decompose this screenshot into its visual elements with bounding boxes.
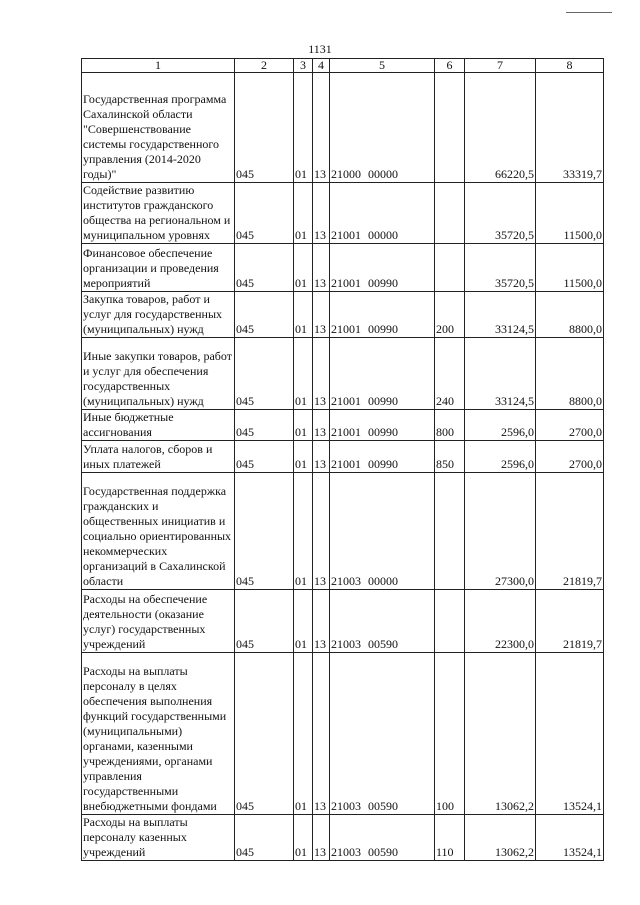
expense-type-cell <box>435 73 465 183</box>
target-direction-code: 00590 <box>368 637 398 651</box>
table-row <box>82 653 604 815</box>
sum2-cell: 13524,1 <box>536 653 604 815</box>
target-program-code: 21001 <box>331 457 361 471</box>
sum2-cell: 2700,0 <box>536 441 604 473</box>
target-program-code: 21003 <box>331 845 361 859</box>
subsection-cell: 13 <box>313 653 330 815</box>
target-article-cell <box>330 590 435 653</box>
sum2-cell: 33319,7 <box>536 73 604 183</box>
target-article-cell <box>330 653 435 815</box>
section-cell: 01 <box>294 292 313 338</box>
sum1-cell: 35720,5 <box>465 183 536 244</box>
table-row <box>82 441 604 473</box>
header-cell: 4 <box>313 59 330 73</box>
target-program-code: 21003 <box>331 637 361 651</box>
section-cell: 01 <box>294 410 313 441</box>
header-cell: 8 <box>536 59 604 73</box>
expense-type-cell: 200 <box>435 292 465 338</box>
section-cell: 01 <box>294 73 313 183</box>
name-cell: Иные бюджетные ассигнования <box>82 410 235 441</box>
name-cell: Расходы на обеспечение деятельности (оказание услуг) государственных учреждений <box>82 590 235 653</box>
table-row <box>82 410 604 441</box>
sum2-cell: 21819,7 <box>536 473 604 590</box>
table-row <box>82 292 604 338</box>
header-cell: 1 <box>82 59 235 73</box>
header-row <box>82 59 604 73</box>
name-cell: Содействие развитию институтов гражданского общества на региональном и муниципальном уровнях <box>82 183 235 244</box>
target-program-code: 21001 <box>331 228 361 242</box>
expense-type-cell <box>435 183 465 244</box>
sum2-cell: 11500,0 <box>536 244 604 292</box>
budget-table <box>81 58 604 861</box>
page-number: 1131 <box>308 42 332 56</box>
subsection-cell: 13 <box>313 590 330 653</box>
expense-type-cell <box>435 473 465 590</box>
header-cell: 2 <box>235 59 294 73</box>
subsection-cell: 13 <box>313 410 330 441</box>
target-article-cell <box>330 244 435 292</box>
sum1-cell: 13062,2 <box>465 815 536 861</box>
sum2-cell: 13524,1 <box>536 815 604 861</box>
subsection-cell: 13 <box>313 73 330 183</box>
target-article-cell <box>330 441 435 473</box>
name-cell: Финансовое обеспечение организации и проведения мероприятий <box>82 244 235 292</box>
corner-mark <box>566 12 612 13</box>
subsection-cell: 13 <box>313 815 330 861</box>
subsection-cell: 13 <box>313 183 330 244</box>
target-direction-code: 00990 <box>368 425 398 439</box>
target-article-cell <box>330 292 435 338</box>
table-row <box>82 590 604 653</box>
ministry-cell: 045 <box>235 410 294 441</box>
section-cell: 01 <box>294 183 313 244</box>
target-direction-code: 00590 <box>368 799 398 813</box>
header-cell: 5 <box>330 59 435 73</box>
expense-type-cell: 850 <box>435 441 465 473</box>
sum2-cell: 8800,0 <box>536 292 604 338</box>
ministry-cell: 045 <box>235 292 294 338</box>
section-cell: 01 <box>294 653 313 815</box>
target-program-code: 21001 <box>331 425 361 439</box>
target-direction-code: 00000 <box>368 574 398 588</box>
name-cell: Государственная программа Сахалинской области "Совершенствование системы государственного управления (2014-2020 годы)" <box>82 73 235 183</box>
target-program-code: 21003 <box>331 799 361 813</box>
target-program-code: 21001 <box>331 394 361 408</box>
sum1-cell: 13062,2 <box>465 653 536 815</box>
ministry-cell: 045 <box>235 244 294 292</box>
target-direction-code: 00000 <box>368 228 398 242</box>
target-article-cell <box>330 338 435 410</box>
sum1-cell: 2596,0 <box>465 441 536 473</box>
name-cell: Государственная поддержка гражданских и общественных инициатив и социально ориентированных некоммерческих организаций в Сахалинской области <box>82 473 235 590</box>
table-row <box>82 338 604 410</box>
header-cell: 6 <box>435 59 465 73</box>
table-row <box>82 183 604 244</box>
target-direction-code: 00990 <box>368 457 398 471</box>
target-direction-code: 00990 <box>368 394 398 408</box>
section-cell: 01 <box>294 338 313 410</box>
ministry-cell: 045 <box>235 183 294 244</box>
section-cell: 01 <box>294 473 313 590</box>
ministry-cell: 045 <box>235 338 294 410</box>
sum2-cell: 11500,0 <box>536 183 604 244</box>
subsection-cell: 13 <box>313 338 330 410</box>
target-program-code: 21003 <box>331 574 361 588</box>
target-direction-code: 00000 <box>368 167 398 181</box>
sum1-cell: 27300,0 <box>465 473 536 590</box>
expense-type-cell <box>435 590 465 653</box>
target-direction-code: 00990 <box>368 322 398 336</box>
section-cell: 01 <box>294 815 313 861</box>
expense-type-cell: 100 <box>435 653 465 815</box>
table-row <box>82 473 604 590</box>
ministry-cell: 045 <box>235 815 294 861</box>
target-program-code: 21000 <box>331 167 361 181</box>
expense-type-cell: 800 <box>435 410 465 441</box>
expense-type-cell <box>435 244 465 292</box>
header-cell: 3 <box>294 59 313 73</box>
sum1-cell: 22300,0 <box>465 590 536 653</box>
subsection-cell: 13 <box>313 244 330 292</box>
sum1-cell: 35720,5 <box>465 244 536 292</box>
name-cell: Расходы на выплаты персоналу казенных учреждений <box>82 815 235 861</box>
sum1-cell: 33124,5 <box>465 338 536 410</box>
sum1-cell: 33124,5 <box>465 292 536 338</box>
ministry-cell: 045 <box>235 473 294 590</box>
target-article-cell <box>330 183 435 244</box>
target-program-code: 21001 <box>331 322 361 336</box>
expense-type-cell: 110 <box>435 815 465 861</box>
target-article-cell <box>330 73 435 183</box>
expense-type-cell: 240 <box>435 338 465 410</box>
subsection-cell: 13 <box>313 473 330 590</box>
sum2-cell: 2700,0 <box>536 410 604 441</box>
ministry-cell: 045 <box>235 590 294 653</box>
name-cell: Иные закупки товаров, работ и услуг для обеспечения государственных (муниципальных) нужд <box>82 338 235 410</box>
section-cell: 01 <box>294 244 313 292</box>
target-direction-code: 00590 <box>368 845 398 859</box>
name-cell: Закупка товаров, работ и услуг для государственных (муниципальных) нужд <box>82 292 235 338</box>
header-cell: 7 <box>465 59 536 73</box>
target-direction-code: 00990 <box>368 276 398 290</box>
sum1-cell: 66220,5 <box>465 73 536 183</box>
section-cell: 01 <box>294 590 313 653</box>
target-article-cell <box>330 473 435 590</box>
name-cell: Уплата налогов, сборов и иных платежей <box>82 441 235 473</box>
target-article-cell <box>330 815 435 861</box>
table-row <box>82 73 604 183</box>
sum1-cell: 2596,0 <box>465 410 536 441</box>
sum2-cell: 8800,0 <box>536 338 604 410</box>
subsection-cell: 13 <box>313 292 330 338</box>
ministry-cell: 045 <box>235 653 294 815</box>
target-program-code: 21001 <box>331 276 361 290</box>
section-cell: 01 <box>294 441 313 473</box>
sum2-cell: 21819,7 <box>536 590 604 653</box>
target-article-cell <box>330 410 435 441</box>
ministry-cell: 045 <box>235 73 294 183</box>
table-row <box>82 815 604 861</box>
table-row <box>82 244 604 292</box>
ministry-cell: 045 <box>235 441 294 473</box>
subsection-cell: 13 <box>313 441 330 473</box>
name-cell: Расходы на выплаты персоналу в целях обеспечения выполнения функций государственными (муниципальными) органами, казенными учреждениями, органами управления государственными внебюджетными фондами <box>82 653 235 815</box>
